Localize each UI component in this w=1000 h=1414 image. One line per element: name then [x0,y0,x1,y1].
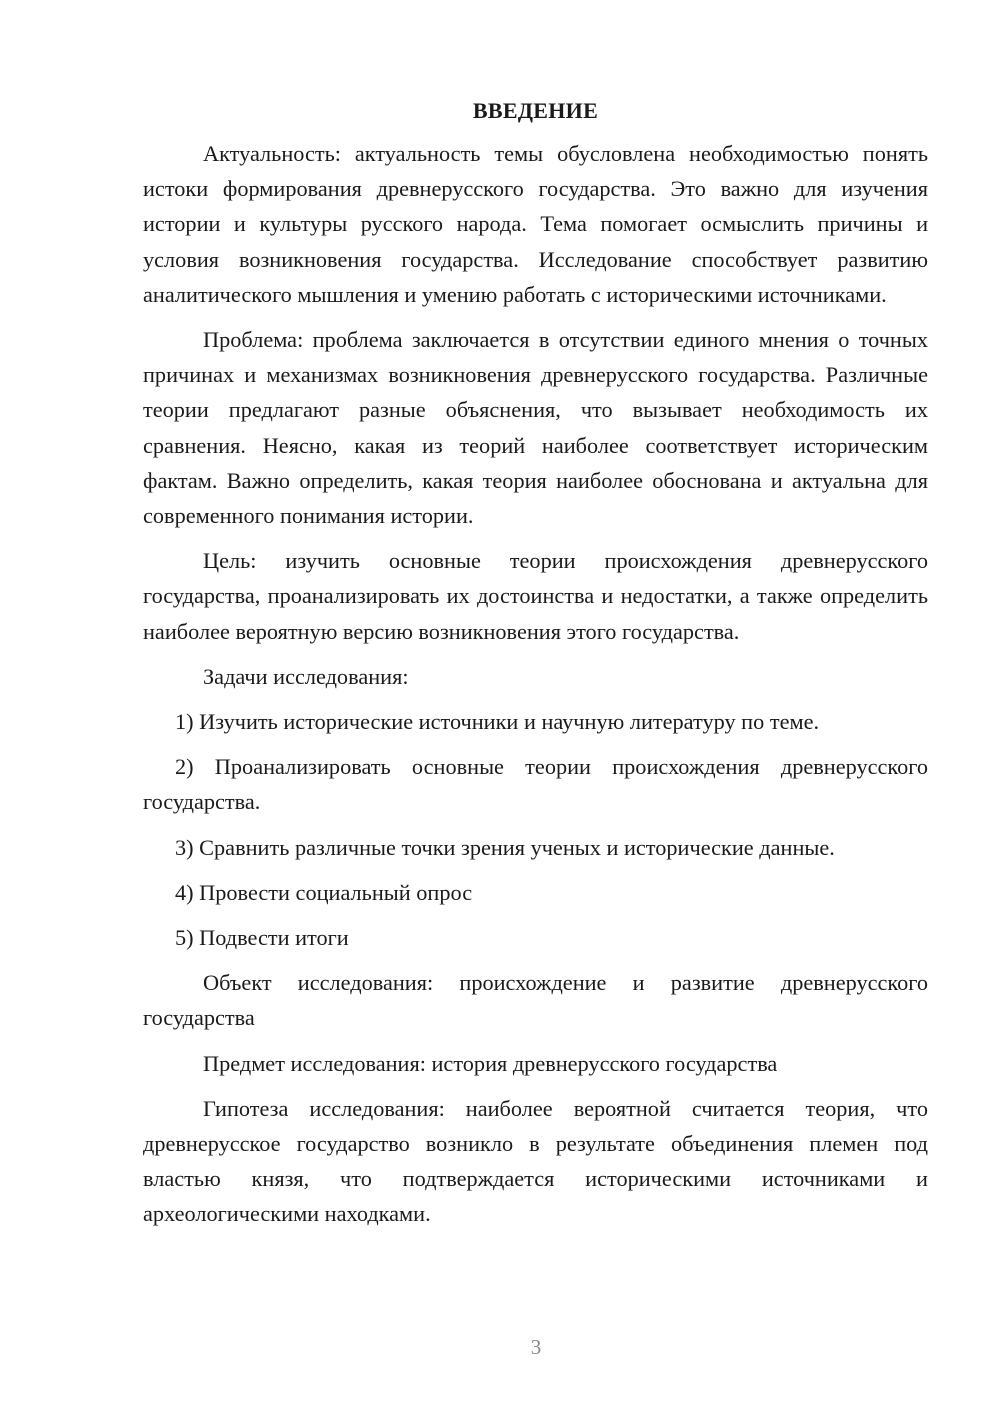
tasks-heading: Задачи исследования: [203,663,409,689]
paragraph-problem: Проблема: проблема заключается в отсутствии единого мнения о точных причинах и механизмах возникновения древнерусского государства. Различные теории предлагают разные объяснения, что вызывает необходимость их сравнения. Неясно, какая из теорий наиболее соответствует историческим фактам. Важно определить, какая теория наиболее обоснована и актуальна для современного понимания истории. [143,327,928,529]
task-item-1: 1) Изучить исторические источники и научную литературу по теме. [175,709,820,735]
task-item-3: 3) Сравнить различные точки зрения ученых и исторические данные. [175,834,835,860]
task-item-4: 4) Провести социальный опрос [175,879,473,905]
paragraph-object: Объект исследования: происхождение и развитие древнерусского государства [143,970,928,1031]
paragraph-relevance: Актуальность: актуальность темы обусловлена необходимостью понять истоки формирования древнерусского государства. Это важно для изучения истории и культуры русского народа. Тема помогает осмыслить причины и условия возникновения государства. Исследование способствует развитию аналитического мышления и умению работать с историческими источниками. [143,141,928,307]
paragraph-hypothesis: Гипотеза исследования: наиболее вероятной считается теория, что древнерусское государство возникло в результате объединения племен под властью князя, что подтверждается историческими источниками и археологическими находками. [143,1095,928,1227]
page-content [143,94,928,1242]
task-item-2: 2) Проанализировать основные теории происхождения древнерусского государства. [143,754,928,815]
paragraph-subject: Предмет исследования: история древнерусского государства [203,1050,778,1076]
section-title: ВВЕДЕНИЕ [472,98,599,123]
task-item-5: 5) Подвести итоги [175,925,349,951]
page-number: 3 [530,1335,542,1359]
paragraph-goal: Цель: изучить основные теории происхождения древнерусского государства, проанализировать их достоинства и недостатки, а также определить наиболее вероятную версию возникновения этого государства. [143,548,928,644]
